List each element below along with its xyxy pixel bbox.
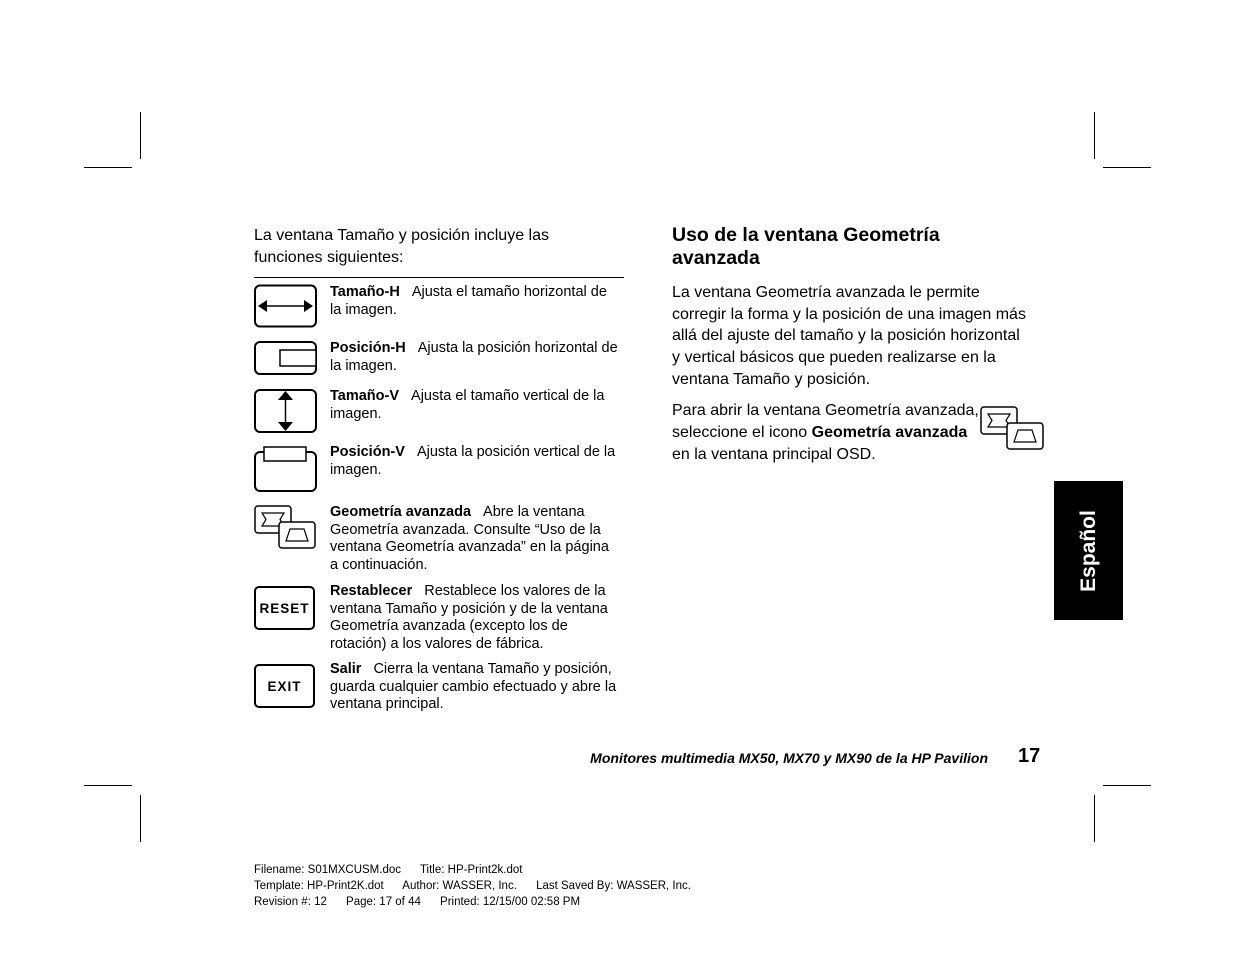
- file-meta-line: Template: HP-Print2K.dot Author: WASSER, Inc. Last Saved By: WASSER, Inc.: [254, 880, 691, 892]
- crop-mark: [1103, 785, 1151, 786]
- function-text: Ajusta el tamaño horizontal de la imagen.: [330, 284, 607, 318]
- crop-mark: [1094, 795, 1095, 842]
- horizontal-position-icon: [254, 340, 318, 376]
- function-title: Restablecer: [330, 583, 413, 599]
- reset-icon: RESET: [254, 586, 315, 630]
- footer-title: Monitores multimedia MX50, MX70 y MX90 de la HP Pavilion: [590, 750, 988, 766]
- para-text: en la ventana principal OSD.: [672, 446, 876, 463]
- divider: [254, 277, 624, 278]
- section-paragraph-open: [672, 400, 982, 466]
- advanced-geometry-icon: [980, 405, 1046, 451]
- horizontal-size-icon: [254, 284, 318, 328]
- crop-mark: [140, 795, 141, 842]
- section-paragraph: La ventana Geometría avanzada le permite corregir la forma y la posición de una imagen más allá del ajuste del tamaño y la posición horizontal y vertical básicos que pueden realizarse en la ventana Tamaño y posición.: [672, 284, 1026, 388]
- function-text: Ajusta la posición horizontal de la imagen.: [330, 340, 618, 374]
- file-meta-line: Filename: S01MXCUSM.doc Title: HP-Print2k.dot: [254, 864, 523, 876]
- crop-mark: [1094, 112, 1095, 159]
- function-title: Tamaño-V: [330, 388, 400, 404]
- intro-text: La ventana Tamaño y posición incluye las funciones siguientes:: [254, 227, 549, 266]
- function-title: Posición-V: [330, 444, 405, 460]
- function-text: Cierra la ventana Tamaño y posición, guarda cualquier cambio efectuado y abre la ventana principal.: [330, 661, 617, 712]
- function-title: Tamaño-H: [330, 284, 400, 300]
- advanced-geometry-icon: [254, 504, 318, 550]
- function-title: Geometría avanzada: [330, 504, 472, 520]
- para-bold-text: Geometría avanzada: [811, 424, 968, 441]
- function-text: Abre la ventana Geometría avanzada. Consulte “Uso de la ventana Geometría avanzada” en la página a continuación.: [330, 504, 609, 573]
- vertical-size-icon: [254, 388, 318, 434]
- vertical-position-icon: [254, 444, 318, 494]
- crop-mark: [1103, 167, 1151, 168]
- crop-mark: [84, 167, 132, 168]
- crop-mark: [140, 112, 141, 159]
- para-text: Para abrir la ventana Geometría avanzada, seleccione el icono: [672, 402, 979, 441]
- language-tab-label: Español: [1076, 509, 1100, 592]
- file-meta-line: Revision #: 12 Page: 17 of 44 Printed: 12/15/00 02:58 PM: [254, 896, 581, 908]
- crop-mark: [84, 785, 132, 786]
- function-text: Ajusta el tamaño vertical de la imagen.: [330, 388, 605, 422]
- function-title: Salir: [330, 661, 362, 677]
- function-title: Posición-H: [330, 340, 406, 356]
- page-number: 17: [1018, 745, 1041, 767]
- exit-icon: EXIT: [254, 664, 315, 708]
- function-text: Restablece los valores de la ventana Tamaño y posición y de la ventana Geometría avanzada (excepto los de rotación) a los valores de fábrica.: [330, 583, 608, 652]
- function-text: Ajusta la posición vertical de la imagen.: [330, 444, 616, 478]
- section-heading: Uso de la ventana Geometría avanzada: [672, 224, 940, 269]
- language-tab: [1054, 481, 1123, 620]
